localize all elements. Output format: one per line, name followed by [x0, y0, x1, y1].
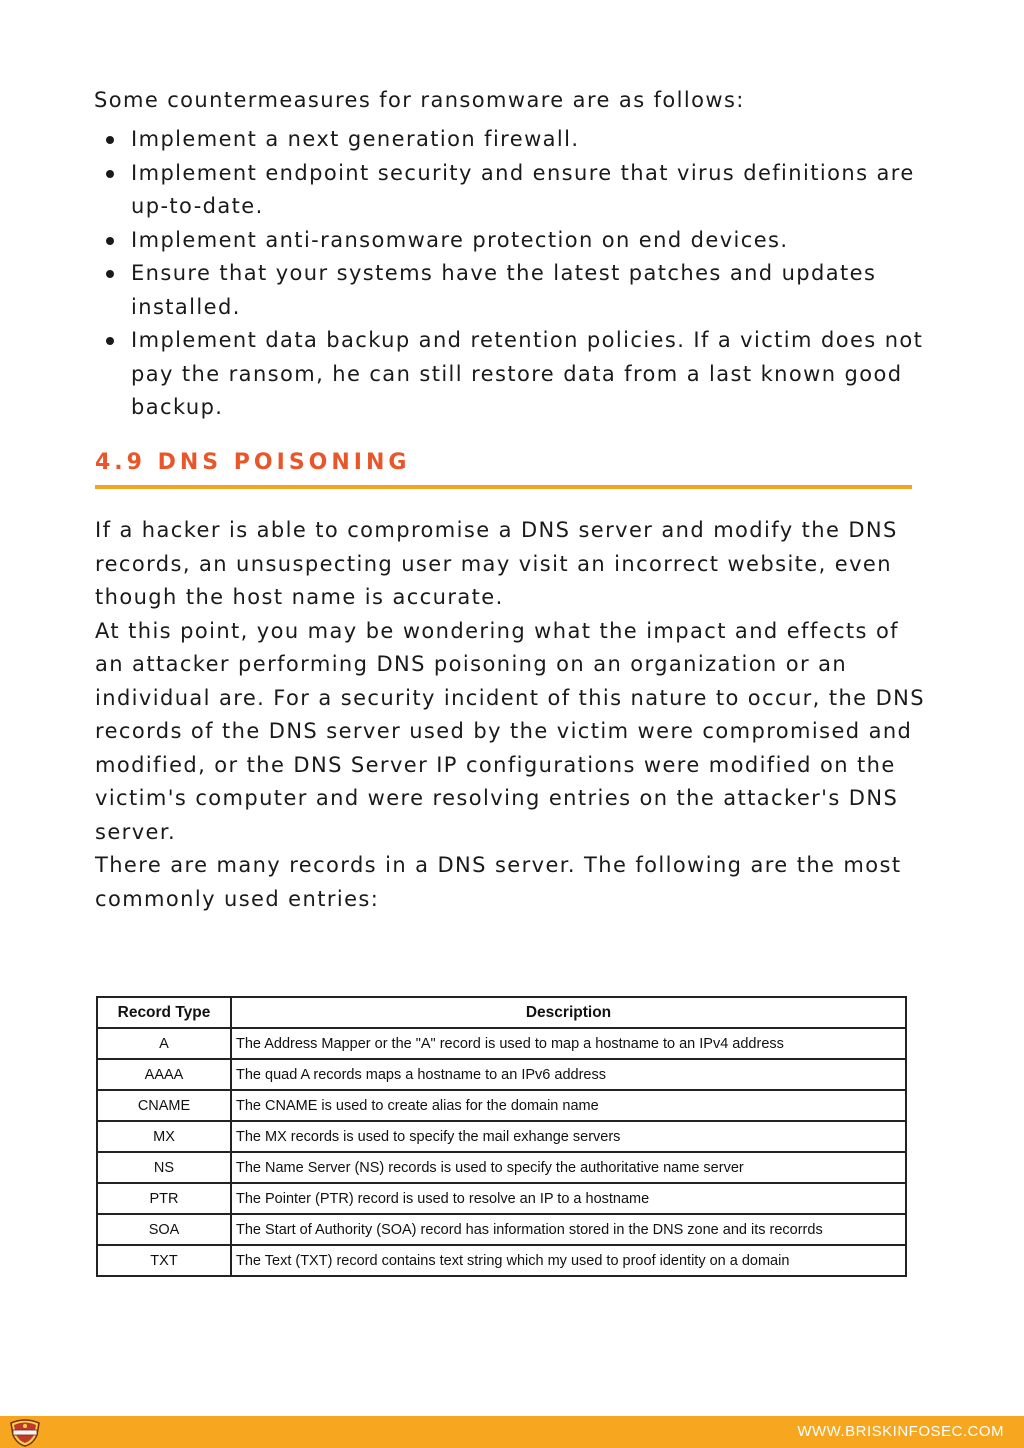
table-row [97, 1121, 906, 1152]
footer-website-link[interactable]: WWW.BRISKINFOSEC.COM [797, 1423, 1004, 1440]
paragraph: There are many records in a DNS server. The following are the most commonly used entries: [95, 853, 902, 911]
list-item-text: Implement anti-ransomware protection on end devices. [131, 227, 789, 252]
countermeasures-list [94, 123, 924, 425]
record-type-cell: SOA [97, 1214, 231, 1245]
description-cell: The MX records is used to specify the mail exhange servers [231, 1121, 906, 1152]
paragraph: At this point, you may be wondering what the impact and effects of an attacker performing DNS poisoning on an organization or an individual are. For a security incident of this nature to occur, the DNS records of the DNS server used by the victim were compromised and modified, or the DNS Server IP configurations were modified on the victim's computer and were resolving entries on the attacker's DNS server. [95, 618, 925, 844]
table-row [97, 1245, 906, 1276]
description-cell: The quad A records maps a hostname to an IPv6 address [231, 1059, 906, 1090]
list-item [94, 257, 924, 324]
description-cell: The Address Mapper or the "A" record is used to map a hostname to an IPv4 address [231, 1028, 906, 1059]
bullet-icon [106, 270, 114, 278]
bullet-icon [106, 170, 114, 178]
record-type-cell: MX [97, 1121, 231, 1152]
bullet-icon [106, 136, 114, 144]
table-row [97, 1152, 906, 1183]
dns-records-table [96, 996, 907, 1277]
list-item [94, 224, 924, 258]
section-body [95, 514, 930, 916]
briskinfosec-shield-logo-icon [9, 1417, 41, 1447]
description-cell: The Name Server (NS) records is used to specify the authoritative name server [231, 1152, 906, 1183]
list-item [94, 324, 924, 425]
bullet-icon [106, 237, 114, 245]
description-cell: The Text (TXT) record contains text string which my used to proof identity on a domain [231, 1245, 906, 1276]
list-item-text: Implement endpoint security and ensure that virus definitions are up-to-date. [131, 160, 915, 218]
table-row [97, 1059, 906, 1090]
footer-bar [0, 1416, 1024, 1448]
list-item-text: Ensure that your systems have the latest patches and updates installed. [131, 261, 877, 319]
record-type-cell: AAAA [97, 1059, 231, 1090]
table-row [97, 1090, 906, 1121]
record-type-cell: NS [97, 1152, 231, 1183]
table-header-row [97, 997, 906, 1028]
table-row [97, 1214, 906, 1245]
list-item [94, 123, 924, 157]
section-heading: 4.9 DNS POISONING [95, 450, 411, 475]
intro-text: Some countermeasures for ransomware are as follows: [94, 88, 745, 112]
section-divider [95, 485, 912, 489]
record-type-cell: TXT [97, 1245, 231, 1276]
list-item-text: Implement data backup and retention policies. If a victim does not pay the ransom, he can still restore data from a last known good backup. [131, 328, 924, 419]
list-item [94, 157, 924, 224]
description-cell: The Start of Authority (SOA) record has information stored in the DNS zone and its recorrds [231, 1214, 906, 1245]
bullet-icon [106, 337, 114, 345]
record-type-cell: A [97, 1028, 231, 1059]
record-type-cell: CNAME [97, 1090, 231, 1121]
paragraph: If a hacker is able to compromise a DNS server and modify the DNS records, an unsuspecting user may visit an incorrect website, even though the host name is accurate. [95, 518, 898, 609]
column-header-record-type: Record Type [97, 997, 231, 1028]
list-item-text: Implement a next generation firewall. [131, 127, 580, 151]
table-row [97, 1028, 906, 1059]
record-type-cell: PTR [97, 1183, 231, 1214]
column-header-description: Description [231, 997, 906, 1028]
description-cell: The Pointer (PTR) record is used to resolve an IP to a hostname [231, 1183, 906, 1214]
table-row [97, 1183, 906, 1214]
description-cell: The CNAME is used to create alias for the domain name [231, 1090, 906, 1121]
